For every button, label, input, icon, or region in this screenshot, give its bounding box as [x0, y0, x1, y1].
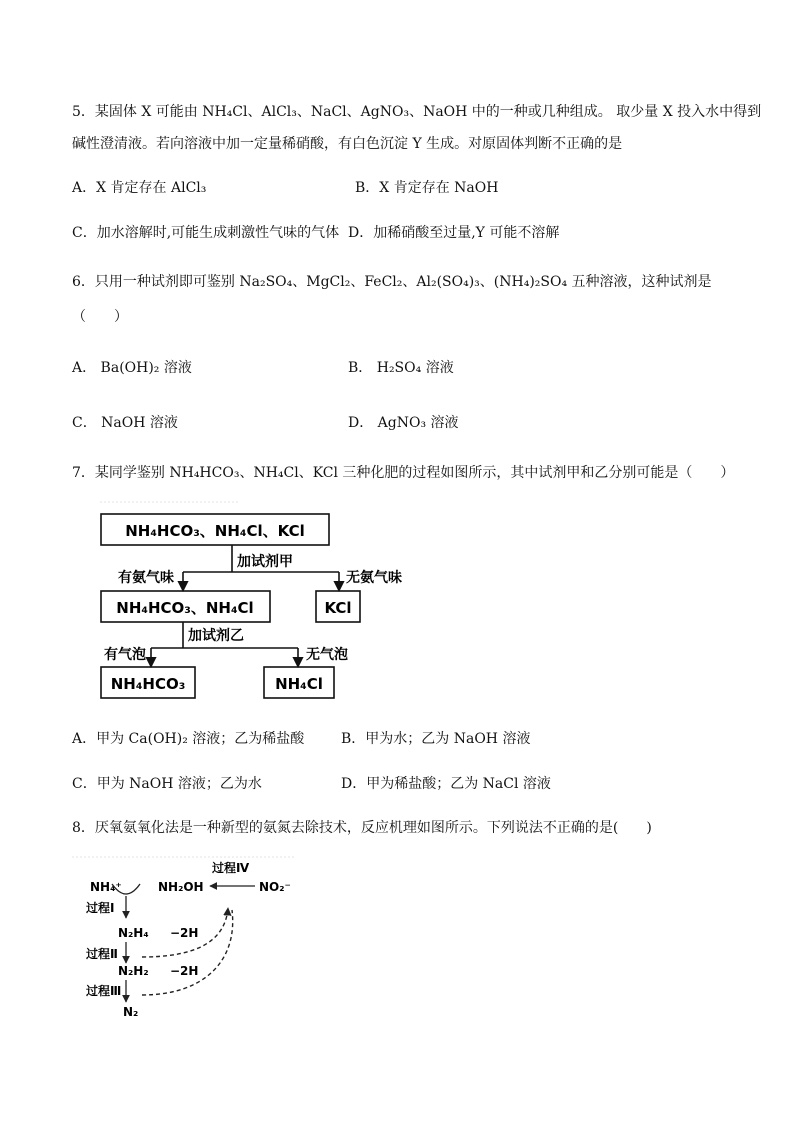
flow-right-label-2: 无气泡	[306, 647, 348, 663]
flow-box-top-text: NH₄HCO₃、NH₄Cl、KCl	[125, 522, 305, 540]
flow-reagent-a: 加试剂甲	[237, 554, 293, 570]
mech-n2h2: N₂H₂	[118, 964, 149, 978]
mech-no2: NO₂⁻	[259, 880, 291, 894]
q6-option-b: B． H₂SO₄ 溶液	[348, 360, 454, 376]
q5-option-c: C．加水溶解时,可能生成刺激性气味的气体	[72, 225, 340, 241]
flow-right-label-1: 无氨气味	[346, 570, 402, 586]
q6-option-d: D． AgNO₃ 溶液	[348, 415, 459, 431]
flow-left-label-1: 有氨气味	[118, 570, 174, 586]
flow-reagent-b: 加试剂乙	[188, 628, 244, 644]
q7-option-c: C．甲为 NaOH 溶液；乙为水	[72, 776, 262, 792]
mech-process2: 过程Ⅱ	[86, 947, 118, 961]
q5-option-b: B．X 肯定存在 NaOH	[355, 180, 499, 196]
q5-stem-line-2: 碱性澄清液。若向溶液中加一定量稀硝酸，有白色沉淀 Y 生成。对原固体判断不正确的是	[72, 136, 623, 152]
flow-box-bottom-left-text: NH₄HCO₃	[110, 675, 186, 693]
mech-process3: 过程Ⅲ	[86, 984, 122, 998]
flow-left-label-2: 有气泡	[104, 647, 146, 663]
q7-option-d: D．甲为稀盐酸；乙为 NaCl 溶液	[341, 776, 551, 792]
q5-option-d: D．加稀硝酸至过量,Y 可能不溶解	[348, 225, 560, 241]
q7-option-b: B．甲为水；乙为 NaOH 溶液	[341, 731, 531, 747]
q7-option-a: A．甲为 Ca(OH)₂ 溶液；乙为稀盐酸	[72, 731, 305, 747]
mech-process4: 过程Ⅳ	[212, 861, 250, 875]
q7-stem: 7．某同学鉴别 NH₄HCO₃、NH₄Cl、KCl 三种化肥的过程如图所示，其中试剂甲和乙分别可能是（ ）	[72, 465, 735, 481]
mech-n2: N₂	[123, 1005, 139, 1019]
q8-stem: 8．厌氧氨氧化法是一种新型的氨氮去除技术，反应机理如图所示。下列说法不正确的是( )	[72, 820, 652, 836]
q5-stem-line-1: 5．某固体 X 可能由 NH₄Cl、AlCl₃、NaCl、AgNO₃、NaOH 中的一种或几种组成。 取少量 X 投入水中得到	[72, 104, 762, 120]
mech-minus-2h-b: −2H	[170, 964, 199, 978]
flow-box-mid-left-text: NH₄HCO₃、NH₄Cl	[116, 599, 254, 617]
mech-process1: 过程Ⅰ	[86, 901, 115, 915]
q6-stem-line-2: （ ）	[72, 309, 128, 325]
mech-nh4: NH₄⁺	[90, 880, 122, 894]
q6-stem-line-1: 6．只用一种试剂即可鉴别 Na₂SO₄、MgCl₂、FeCl₂、Al₂(SO₄)₃、(NH₄)₂SO₄ 五种溶液，这种试剂是	[72, 274, 712, 290]
mech-nh2oh: NH₂OH	[158, 880, 204, 894]
mech-n2h4: N₂H₄	[118, 926, 149, 940]
flow-box-bottom-right-text: NH₄Cl	[275, 675, 323, 693]
mech-minus-2h-a: −2H	[170, 926, 199, 940]
q6-option-c: C． NaOH 溶液	[72, 415, 178, 431]
q5-option-a: A．X 肯定存在 AlCl₃	[72, 180, 207, 196]
q6-option-a: A． Ba(OH)₂ 溶液	[72, 360, 192, 376]
flow-box-mid-right-text: KCl	[324, 599, 352, 617]
